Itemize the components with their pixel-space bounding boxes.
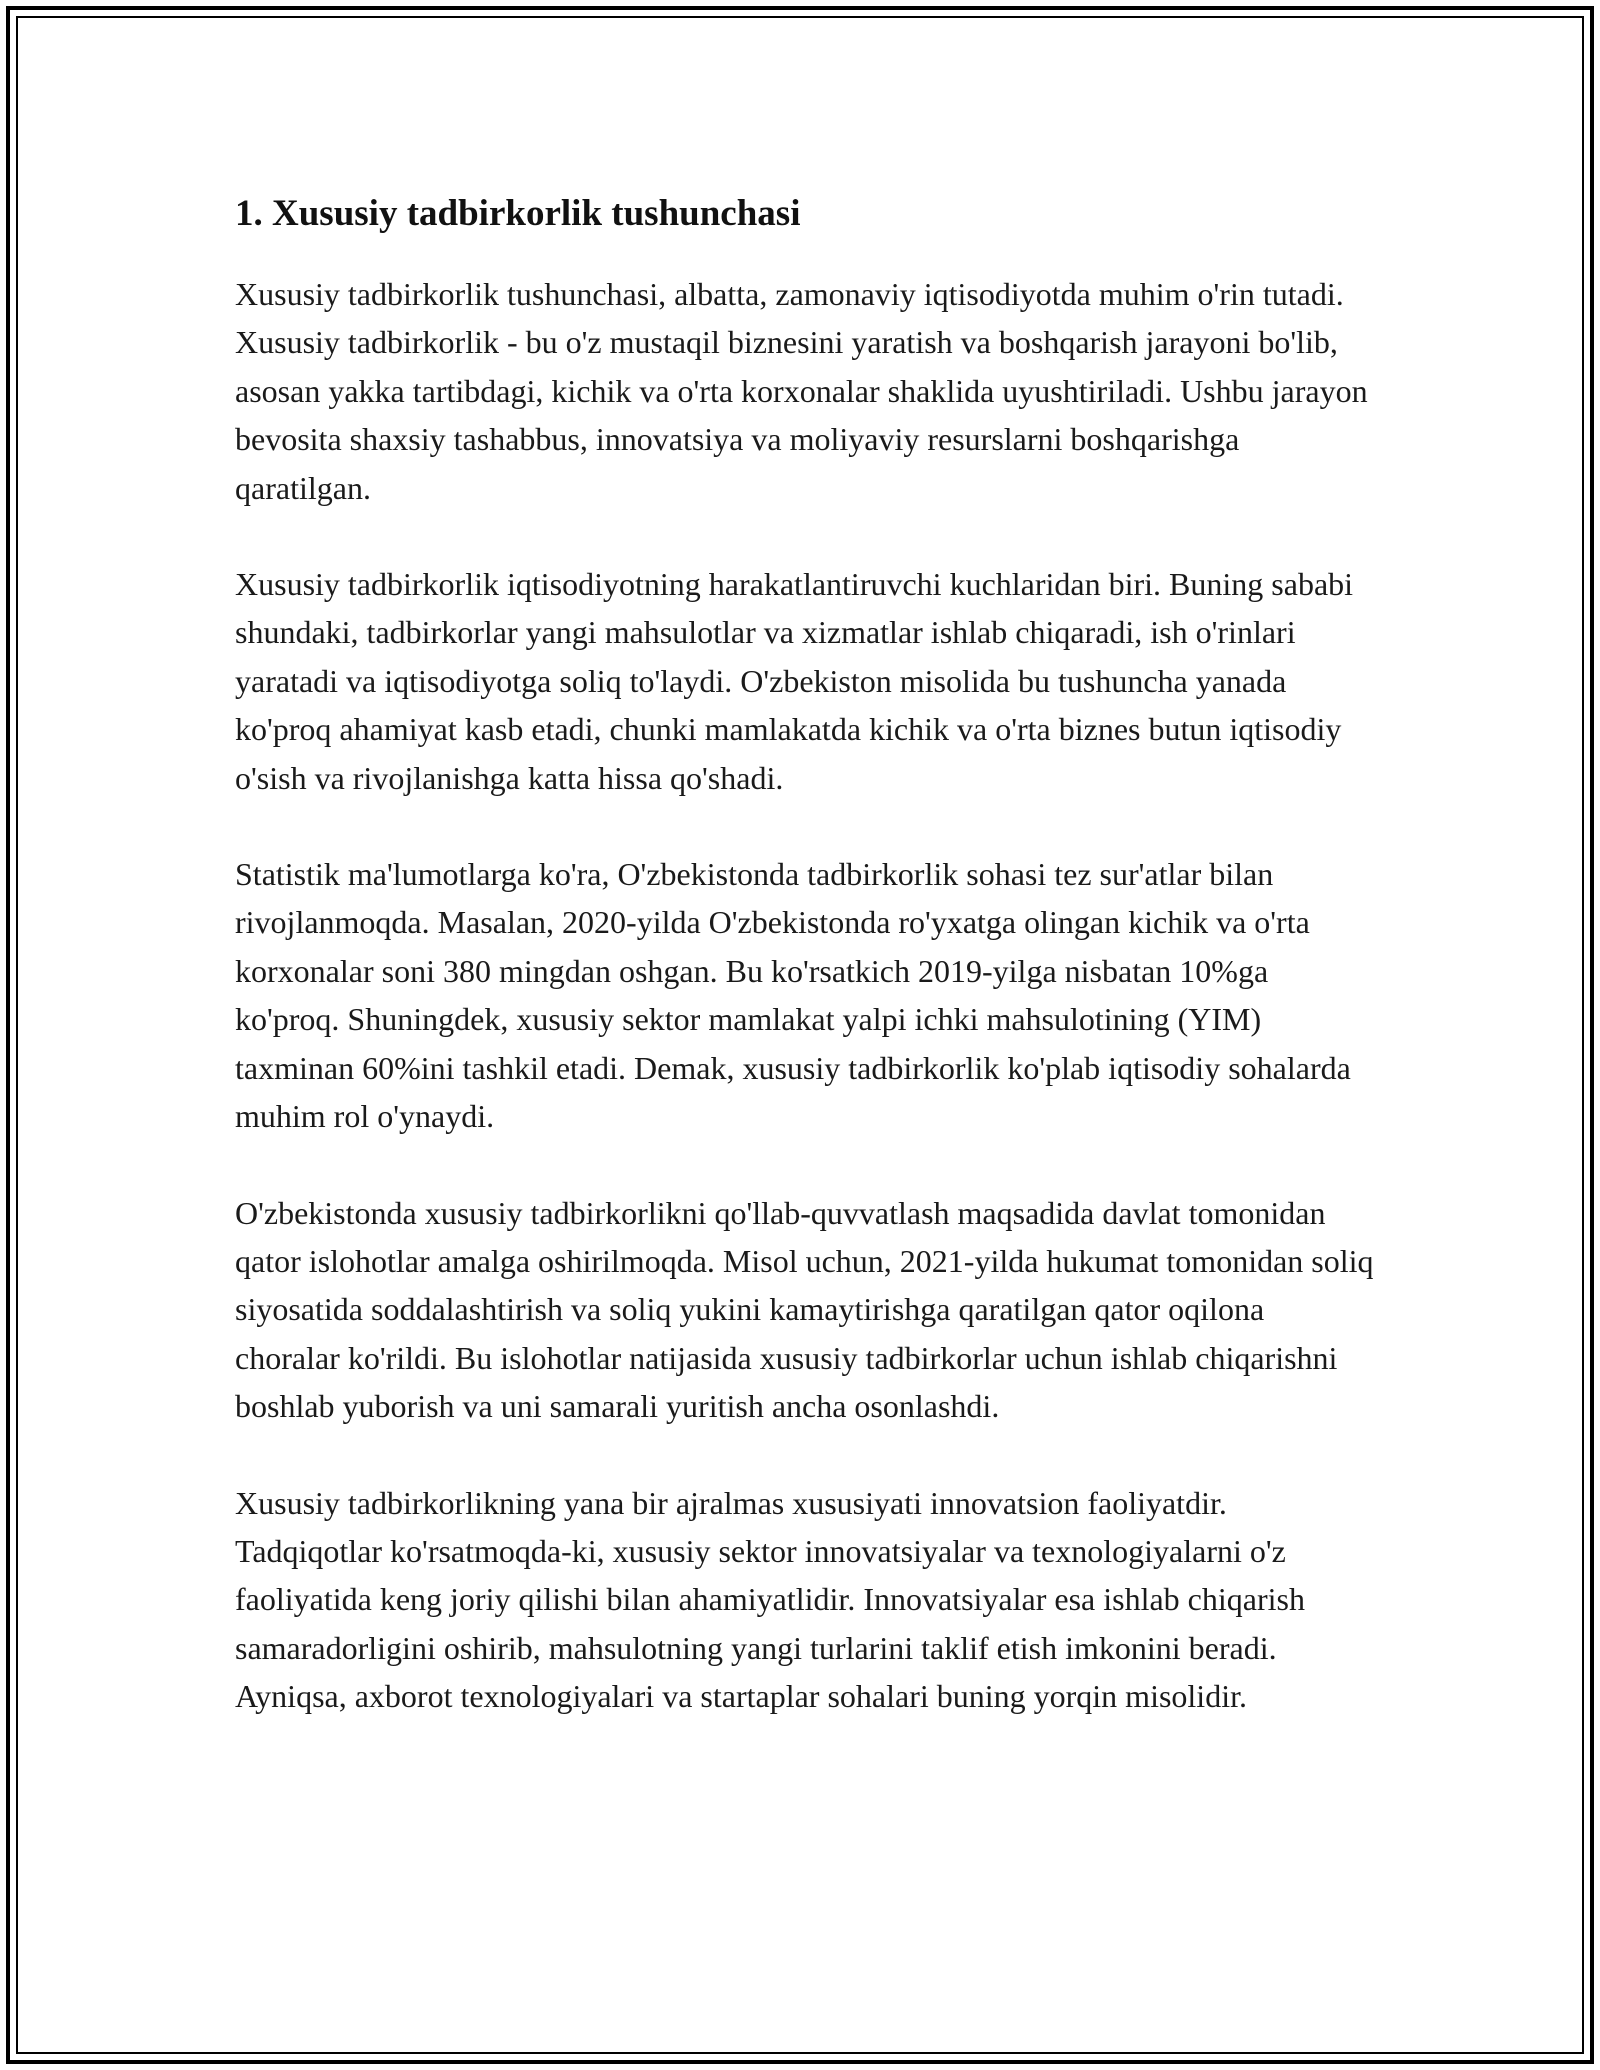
paragraph-3: Statistik ma'lumotlarga ko'ra, O'zbekistonda tadbirkorlik sohasi tez sur'atlar bilan rivojlanmoqda. Masalan, 2020-yilda O'zbekistonda ro'yxatga olingan kichik va o'rta korxonalar soni 380 mingdan oshgan. Bu ko'rsatkich 2019-yilga nisbatan 10%ga ko'proq. Shuningdek, xususiy sektor mamlakat yalpi ichki mahsulotining (YIM) taxminan 60%ini tashkil etadi. Demak, xususiy tadbirkorlik ko'plab iqtisodiy sohalarda muhim rol o'ynaydi. <box>235 856 1351 1135</box>
section-title: 1. Xususiy tadbirkorlik tushunchasi <box>235 193 801 234</box>
document-body <box>235 186 1375 1769</box>
paragraph-1: Xususiy tadbirkorlik tushunchasi, albatta, zamonaviy iqtisodiyotda muhim o'rin tutadi. Xususiy tadbirkorlik - bu o'z mustaqil biznesini yaratish va boshqarish jarayoni bo'lib, asosan yakka tartibdagi, kichik va o'rta korxonalar shaklida uyushtiriladi. Ushbu jarayon bevosita shaxsiy tashabbus, innovatsiya va moliyaviy resurslarni boshqarishga qaratilgan. <box>235 276 1368 506</box>
paragraph-2: Xususiy tadbirkorlik iqtisodiyotning harakatlantiruvchi kuchlaridan biri. Buning sababi shundaki, tadbirkorlar yangi mahsulotlar va xizmatlar ishlab chiqaradi, ish o'rinlari yaratadi va iqtisodiyotga soliq to'laydi. O'zbekiston misolida bu tushuncha yanada ko'proq ahamiyat kasb etadi, chunki mamlakatda kichik va o'rta biznes butun iqtisodiy o'sish va rivojlanishga katta hissa qo'shadi. <box>235 566 1354 796</box>
paragraph-4: O'zbekistonda xususiy tadbirkorlikni qo'llab-quvvatlash maqsadida davlat tomonidan qator islohotlar amalga oshirilmoqda. Misol uchun, 2021-yilda hukumat tomonidan soliq siyosatida soddalashtirish va soliq yukini kamaytirishga qaratilgan qator oqilona choralar ko'rildi. Bu islohotlar natijasida xususiy tadbirkorlar uchun ishlab chiqarishni boshlab yuborish va uni samarali yuritish ancha osonlashdi. <box>235 1194 1374 1425</box>
paragraph-5: Xususiy tadbirkorlikning yana bir ajralmas xususiyati innovatsion faoliyatdir. Tadqiqotlar ko'rsatmoqda-ki, xususiy sektor innovatsiyalar va texnologiyalarni o'z faoliyatida keng joriy qilishi bilan ahamiyatlidir. Innovatsiyalar esa ishlab chiqarish samaradorligini oshirib, mahsulotning yangi turlarini taklif etish imkonini beradi. Ayniqsa, axborot texnologiyalari va startaplar sohalari buning yorqin misolidir. <box>235 1484 1305 1715</box>
